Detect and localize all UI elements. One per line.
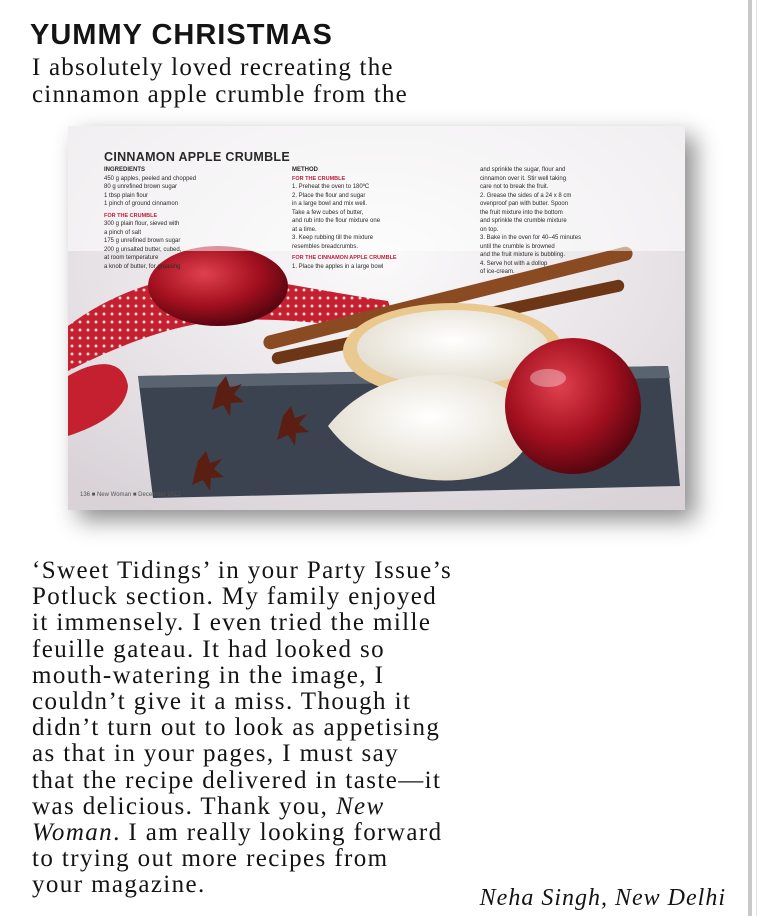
page-edge-rule (748, 0, 752, 916)
recipe-subhead: FOR THE CINNAMON APPLE CRUMBLE (292, 255, 397, 261)
recipe-line: 300 g plain flour, sieved with (104, 221, 180, 227)
recipe-line: 1. Place the apples in a large bowl (292, 263, 384, 270)
recipe-subhead: FOR THE CRUMBLE (104, 212, 158, 219)
magazine-name: New (335, 792, 385, 820)
recipe-line: 4. Serve hot with a dollop (480, 260, 548, 267)
recipe-line: in a large bowl and mix well. (292, 201, 368, 207)
body-line: mouth-watering in the image, I (32, 661, 385, 689)
recipe-line: the fruit mixture into the bottom (480, 209, 563, 216)
recipe-subhead: METHOD (292, 167, 318, 173)
recipe-line: of ice-cream. (480, 269, 515, 275)
recipe-subhead: FOR THE CRUMBLE (292, 175, 346, 182)
body-line: Potluck section. My family enjoyed (32, 583, 438, 611)
recipe-line: a pinch of salt (104, 229, 142, 236)
body-line: couldn’t give it a miss. Though it (32, 688, 412, 716)
recipe-line: on top. (480, 226, 499, 233)
recipe-line: 1 tbsp plain flour (104, 192, 149, 199)
recipe-line: 80 g unrefined brown sugar (104, 184, 178, 190)
recipe-line: cinnamon over it. Stir well taking (480, 175, 567, 182)
recipe-line: 2. Place the flour and sugar (292, 192, 366, 199)
recipe-line: Take a few cubes of butter, (292, 209, 364, 216)
recipe-line: 200 g unsalted butter, cubed, (104, 246, 182, 253)
recipe-title: CINNAMON APPLE CRUMBLE (104, 150, 290, 164)
intro-line: cinnamon apple crumble from the (32, 81, 408, 108)
recipe-column-method-cont (480, 166, 658, 277)
recipe-line: ovenproof pan with butter. Spoon (480, 201, 569, 207)
recipe-line: and sprinkle the crumble mixture (480, 218, 567, 224)
recipe-line: 3. Keep rubbing till the mixture (292, 235, 374, 241)
recipe-column-ingredients (104, 166, 282, 277)
letter-body (32, 558, 732, 899)
recipe-line: care not to break the fruit. (480, 184, 549, 190)
page-edge-rule-thin (756, 0, 757, 916)
body-line: was delicious. Thank you, (32, 792, 329, 820)
apple-front (505, 338, 641, 474)
body-line: to trying out more recipes from (32, 845, 389, 873)
body-line: feuille gateau. It had looked so (32, 635, 386, 663)
recipe-line: and sprinkle the sugar, flour and (480, 167, 566, 173)
letter-intro (32, 54, 732, 108)
recipe-photo (68, 126, 685, 510)
intro-line: I absolutely loved recreating the (32, 54, 394, 81)
recipe-line: 1. Preheat the oven to 180ºC (292, 184, 370, 190)
body-line: that the recipe delivered in taste—it (32, 766, 442, 794)
recipe-column-method (292, 166, 470, 277)
recipe-line: until the crumble is browned (480, 243, 555, 250)
body-line: ‘Sweet Tidings’ in your Party Issue’s (32, 557, 453, 584)
recipe-line: 2. Grease the sides of a 24 x 8 cm (480, 192, 572, 199)
body-line: it immensely. I even tried the mille (32, 609, 432, 637)
recipe-subhead: INGREDIENTS (104, 167, 146, 173)
body-line: your magazine. (32, 871, 206, 899)
recipe-line: resembles breadcrumbs. (292, 243, 359, 250)
recipe-line: at room temperature (104, 255, 159, 261)
body-line: . I am really looking forward (113, 819, 443, 847)
recipe-line: 450 g apples, peeled and chopped (104, 175, 197, 182)
recipe-line: 1 pinch of ground cinnamon (104, 201, 179, 207)
body-line: didn’t turn out to look as appetising (32, 714, 441, 742)
letter-signature: Neha Singh, New Delhi (479, 885, 726, 911)
recipe-text-block (104, 150, 664, 277)
body-line: as that in your pages, I must say (32, 740, 399, 768)
recipe-line: and the fruit mixture is bubbling. (480, 252, 566, 258)
recipe-line: 175 g unrefined brown sugar (104, 238, 181, 244)
recipe-line: a knob of butter, for greasing (104, 263, 181, 270)
photo-folio: 136 ■ New Woman ■ December 2012 (80, 492, 181, 498)
magazine-name: Woman (32, 819, 114, 847)
letter-heading: YUMMY CHRISTMAS (30, 19, 333, 51)
recipe-line: at a time. (292, 226, 317, 233)
recipe-line: 3. Bake in the oven for 40–45 minutes (480, 235, 582, 241)
recipe-line: and rub into the flour mixture one (292, 218, 381, 224)
